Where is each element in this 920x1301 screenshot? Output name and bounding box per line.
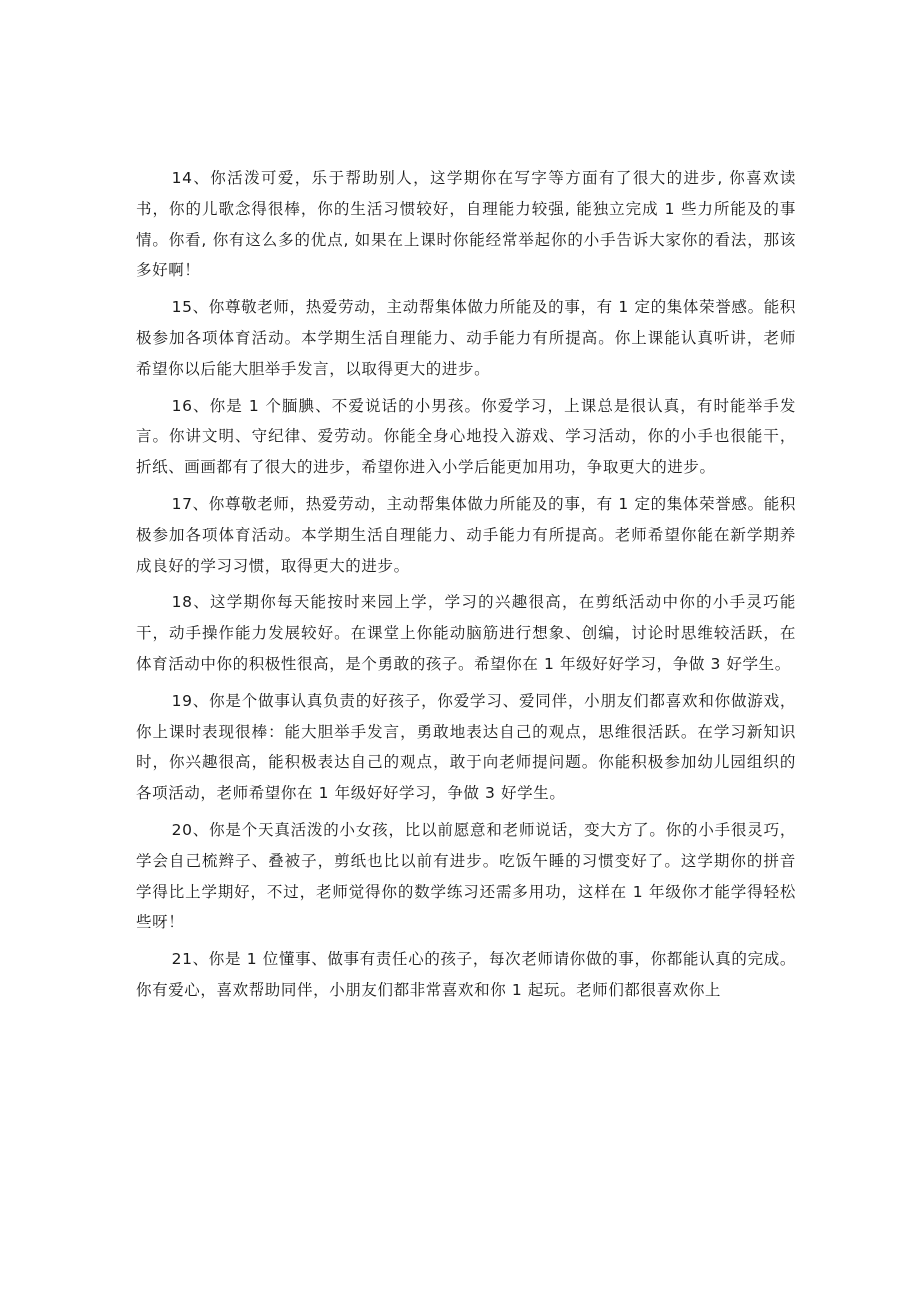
comment-paragraph-16: 16、你是 1 个腼腆、不爱说话的小男孩。你爱学习，上课总是很认真，有时能举手发言。你讲文明、守纪律、爱劳动。你能全身心地投入游戏、学习活动，你的小手也很能干，折纸、画画都有了很大的进步，希望你进入小学后能更加用功，争取更大的进步。	[136, 396, 796, 477]
comment-paragraph-19: 19、你是个做事认真负责的好孩子，你爱学习、爱同伴，小朋友们都喜欢和你做游戏，你上课时表现很棒：能大胆举手发言，勇敢地表达自己的观点，思维很活跃。在学习新知识时，你兴趣很高，能积极表达自己的观点，敢于向老师提问题。你能积极参加幼儿园组织的各项活动，老师希望你在 1 年级好好学习，争做 3 好学生。	[136, 691, 796, 803]
comment-paragraph-14: 14、你活泼可爱，乐于帮助别人，这学期你在写字等方面有了很大的进步, 你喜欢读书，你的儿歌念得很棒，你的生活习惯较好，自理能力较强, 能独立完成 1 些力所能及的事情。你看, 你有这么多的优点, 如果在上课时你能经常举起你的小手告诉大家你的看法，那该多好啊！	[136, 169, 796, 280]
comment-paragraph-18: 18、这学期你每天能按时来园上学，学习的兴趣很高，在剪纸活动中你的小手灵巧能干，动手操作能力发展较好。在课堂上你能动脑筋进行想象、创编，讨论时思维较活跃，在体育活动中你的积极性很高，是个勇敢的孩子。希望你在 1 年级好好学习，争做 3 好学生。	[136, 593, 796, 673]
document-body	[136, 163, 796, 1012]
comment-paragraph-17: 17、你尊敬老师，热爱劳动，主动帮集体做力所能及的事，有 1 定的集体荣誉感。能积极参加各项体育活动。本学期生活自理能力、动手能力有所提高。老师希望你能在新学期养成良好的学习习惯，取得更大的进步。	[136, 494, 796, 575]
comment-paragraph-21: 21、你是 1 位懂事、做事有责任心的孩子，每次老师请你做的事，你都能认真的完成。你有爱心，喜欢帮助同伴，小朋友们都非常喜欢和你 1 起玩。老师们都很喜欢你上	[136, 950, 796, 999]
comment-paragraph-15: 15、你尊敬老师，热爱劳动，主动帮集体做力所能及的事，有 1 定的集体荣誉感。能积极参加各项体育活动。本学期生活自理能力、动手能力有所提高。你上课能认真听讲，老师希望你以后能大胆举手发言，以取得更大的进步。	[136, 298, 796, 378]
comment-paragraph-20: 20、你是个天真活泼的小女孩，比以前愿意和老师说话，变大方了。你的小手很灵巧，学会自己梳辫子、叠被子，剪纸也比以前有进步。吃饭午睡的习惯变好了。这学期你的拼音学得比上学期好，不过，老师觉得你的数学练习还需多用功，这样在 1 年级你才能学得轻松些呀！	[136, 820, 796, 932]
